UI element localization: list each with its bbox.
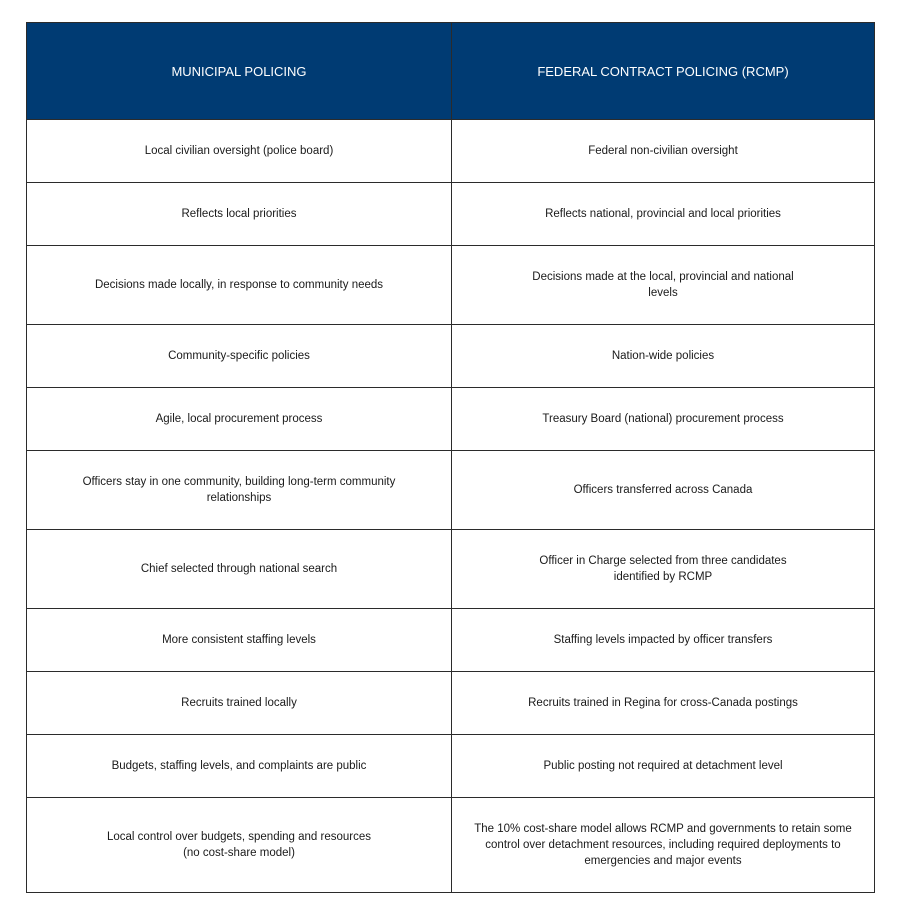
cell-text: Local control over budgets, spending and resources (no cost-share model)	[106, 831, 372, 859]
federal-cell	[452, 798, 875, 893]
cell-text: Recruits trained in Regina for cross-Canada postings	[528, 697, 798, 709]
table-row	[27, 609, 875, 672]
cell-text: Officer in Charge selected from three candidates identified by RCMP	[539, 555, 787, 583]
federal-cell	[452, 388, 875, 451]
municipal-cell	[27, 798, 452, 893]
cell-text: Decisions made locally, in response to community needs	[94, 279, 384, 291]
cell-text: More consistent staffing levels	[162, 634, 316, 646]
table-row	[27, 183, 875, 246]
cell-text: Public posting not required at detachment level	[543, 760, 783, 772]
federal-cell	[452, 183, 875, 246]
table-row	[27, 530, 875, 609]
federal-cell	[452, 609, 875, 672]
table-row	[27, 451, 875, 530]
table-row	[27, 798, 875, 893]
municipal-cell	[27, 120, 452, 183]
cell-text: Agile, local procurement process	[155, 413, 323, 425]
municipal-cell	[27, 388, 452, 451]
comparison-table	[26, 22, 875, 893]
header-row	[27, 23, 875, 120]
cell-text: Decisions made at the local, provincial and national levels	[532, 271, 794, 299]
municipal-cell	[27, 325, 452, 388]
federal-cell	[452, 530, 875, 609]
cell-text: The 10% cost-share model allows RCMP and governments to retain some control over detachment resources, including required deployments to emergencies and major events	[474, 823, 852, 867]
cell-text: Nation-wide policies	[611, 350, 715, 362]
municipal-cell	[27, 451, 452, 530]
municipal-cell	[27, 735, 452, 798]
federal-cell	[452, 325, 875, 388]
cell-text: Federal non-civilian oversight	[588, 145, 738, 157]
header-federal: FEDERAL CONTRACT POLICING (RCMP)	[452, 23, 875, 120]
cell-text: Community-specific policies	[168, 350, 310, 362]
federal-cell	[452, 451, 875, 530]
header-municipal: MUNICIPAL POLICING	[27, 23, 452, 120]
table-row	[27, 120, 875, 183]
table-row	[27, 325, 875, 388]
table-row	[27, 246, 875, 325]
cell-text: Officers stay in one community, building long-term community relationships	[82, 476, 396, 504]
cell-text: Reflects local priorities	[181, 208, 297, 220]
municipal-cell	[27, 609, 452, 672]
cell-text: Local civilian oversight (police board)	[144, 145, 334, 157]
cell-text: Recruits trained locally	[181, 697, 297, 709]
cell-text: Treasury Board (national) procurement process	[542, 413, 784, 425]
federal-cell	[452, 246, 875, 325]
cell-text: Officers transferred across Canada	[573, 484, 753, 496]
municipal-cell	[27, 530, 452, 609]
federal-cell	[452, 672, 875, 735]
cell-text: Reflects national, provincial and local priorities	[545, 208, 781, 220]
cell-text: Budgets, staffing levels, and complaints are public	[111, 760, 367, 772]
table-row	[27, 672, 875, 735]
cell-text: Chief selected through national search	[140, 563, 338, 575]
municipal-cell	[27, 246, 452, 325]
table-row	[27, 388, 875, 451]
table-row	[27, 735, 875, 798]
municipal-cell	[27, 672, 452, 735]
cell-text: Staffing levels impacted by officer transfers	[553, 634, 773, 646]
federal-cell	[452, 735, 875, 798]
municipal-cell	[27, 183, 452, 246]
federal-cell	[452, 120, 875, 183]
